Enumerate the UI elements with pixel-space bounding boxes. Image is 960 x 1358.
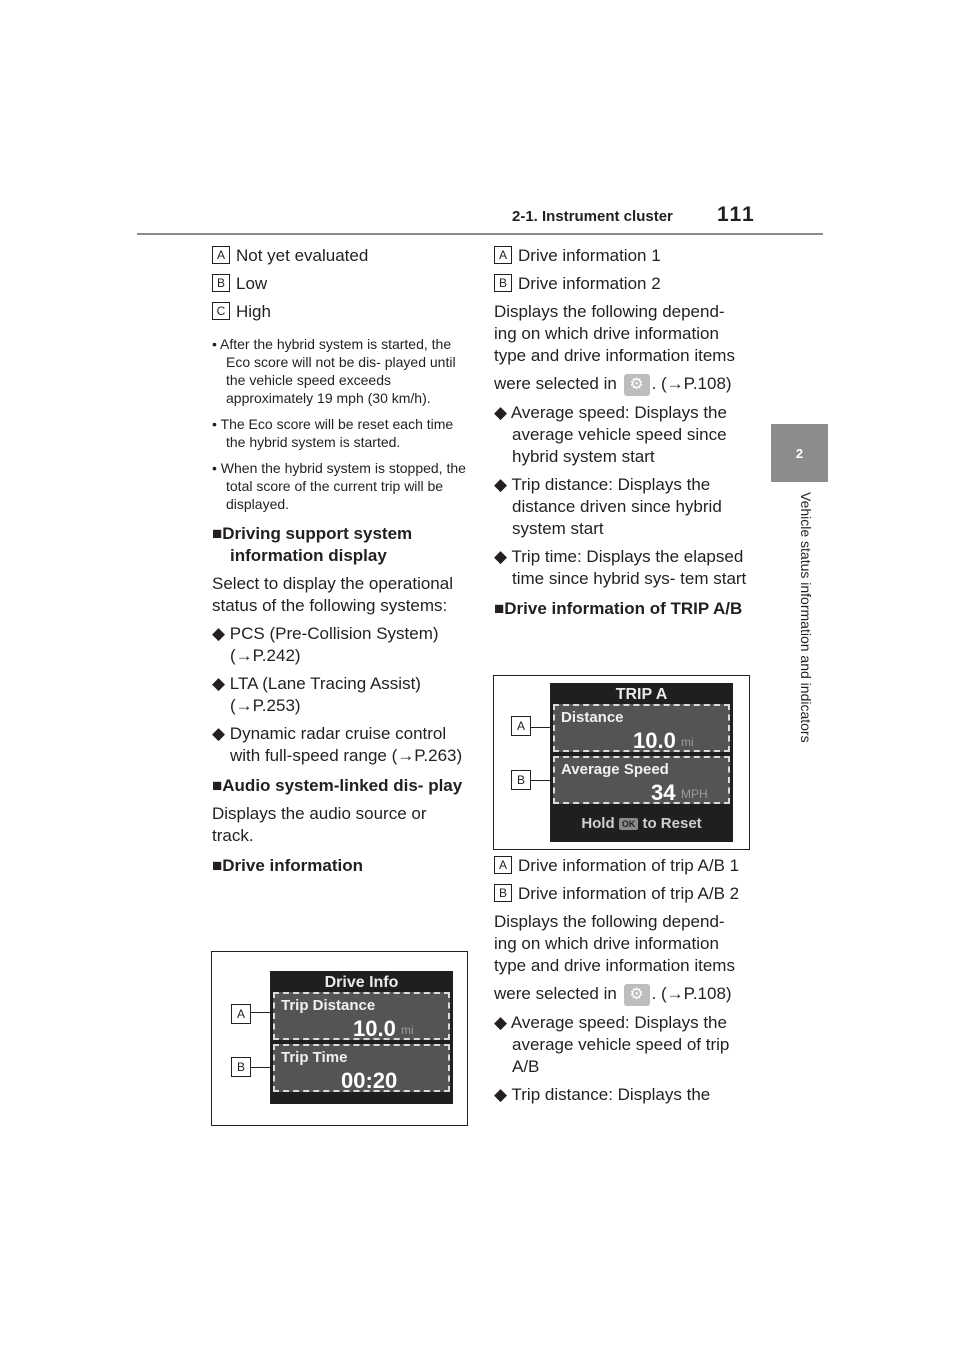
callout-a: A (231, 1004, 251, 1024)
panel-label: Average Speed (561, 761, 669, 778)
bullet-text: Trip distance: Displays the (511, 1084, 711, 1104)
eval-text: High (236, 302, 271, 321)
item-text: Drive information of trip A/B 2 (518, 884, 740, 903)
eval-text: Not yet evaluated (236, 246, 369, 265)
heading-drive-info: ■Drive information (212, 856, 364, 875)
marker-b: B (212, 274, 230, 292)
bullet-trip-time: ◆ Trip time: Displays the elapsed time since hybrid sys- tem start (494, 546, 747, 588)
desc-selected (494, 373, 749, 396)
callout-b: B (231, 1057, 251, 1077)
panel-value: 10.0 (353, 1016, 396, 1041)
bullet-trip-distance-trip: ◆ Trip distance: Displays the (494, 1084, 711, 1104)
drive-info-item-a (494, 245, 749, 273)
callout-b: B (511, 770, 531, 790)
trip-a-figure (493, 675, 750, 850)
leader-line (531, 727, 553, 728)
reset-hint-text: Hold (581, 815, 615, 832)
desc2-line: type and drive information items (494, 956, 735, 975)
marker-a: A (494, 246, 512, 264)
eval-text: Low (236, 274, 268, 293)
leader-line (251, 1012, 273, 1013)
chapter-label: Vehicle status information and indicators (798, 492, 814, 743)
panel-unit: mi (401, 1023, 414, 1037)
panel-value: 34 (651, 780, 676, 805)
desc2-selected (494, 983, 749, 1006)
desc2-line: ing on which drive information (494, 934, 719, 953)
average-speed-panel (553, 756, 730, 804)
desc-text: were selected in (494, 984, 617, 1003)
marker-a: A (212, 246, 230, 264)
desc-line: ing on which drive information (494, 324, 719, 343)
trip-a-screen (550, 683, 733, 842)
bullet-text: Average speed: Displays the average vehicle speed of trip A/B (510, 1012, 730, 1076)
heading-audio: ■Audio system-linked dis- play (212, 776, 463, 795)
right-column-top (494, 245, 749, 620)
bullet-text: Average speed: Displays the average vehicle speed since hybrid system start (510, 402, 727, 466)
bullet-text: Trip time: Displays the elapsed time since hybrid sys- tem start (511, 546, 747, 588)
settings-gear-icon: ⚙ (624, 984, 650, 1006)
trip-time-panel (273, 1044, 450, 1092)
marker-a: A (494, 856, 512, 874)
bullet-average-speed: ◆ Average speed: Displays the average vehicle speed since hybrid system start (494, 402, 727, 466)
reset-hint-text: to Reset (642, 815, 702, 832)
eval-item-c (212, 301, 467, 329)
callout-a: A (511, 716, 531, 736)
drive-info-item-b (494, 273, 749, 301)
desc-line: Displays the following depend- (494, 302, 725, 321)
left-column (212, 245, 467, 877)
note-2: • The Eco score will be reset each time the hybrid system is started. (212, 416, 454, 450)
screen-title: TRIP A (615, 686, 668, 703)
trip-item-a (494, 855, 749, 883)
bullet-pcs: ◆ PCS (Pre-Collision System) (→P.242) (212, 624, 439, 665)
chapter-tab (771, 424, 828, 482)
bullet-text: LTA (Lane Tracing Assist) (→P.253) (229, 674, 421, 715)
eval-item-a (212, 245, 467, 273)
desc-text: were selected in (494, 374, 617, 393)
distance-panel (553, 704, 730, 752)
ok-button-icon: OK (619, 818, 639, 830)
drive-info-screen (270, 971, 453, 1104)
page-number: 111 (717, 203, 756, 226)
trip-distance-panel (273, 992, 450, 1040)
note-3: • When the hybrid system is stopped, the total score of the current trip will be displayed. (212, 460, 466, 512)
driving-support-intro: Select to display the operational status of the following systems: (212, 574, 453, 615)
right-column-bottom (494, 855, 749, 1106)
bullet-average-speed-trip: ◆ Average speed: Displays the average vehicle speed of trip A/B (494, 1012, 730, 1076)
drive-info-figure (211, 951, 468, 1126)
section-title: 2-1. Instrument cluster (512, 208, 673, 225)
settings-gear-icon: ⚙ (624, 374, 650, 396)
panel-value: 10.0 (633, 728, 676, 753)
bullet-text: PCS (Pre-Collision System) (→P.242) (229, 624, 439, 665)
bullet-text: Trip distance: Displays the distance driven since hybrid system start (511, 474, 722, 538)
marker-b: B (494, 274, 512, 292)
bullet-radar-cruise: ◆ Dynamic radar cruise control with full-speed range (→P.263) (212, 724, 463, 765)
bullet-trip-distance: ◆ Trip distance: Displays the distance driven since hybrid system start (494, 474, 722, 538)
panel-label: Trip Distance (281, 997, 376, 1014)
desc-text: . (→P.108) (651, 374, 732, 393)
desc2-line: Displays the following depend- (494, 912, 725, 931)
chapter-number: 2 (795, 445, 804, 461)
leader-line (251, 1067, 273, 1068)
reset-hint (550, 815, 733, 832)
note-1: • After the hybrid system is started, the Eco score will not be dis- played until the vehicle speed exceeds approximately 19 mph (30 km/h). (212, 336, 456, 406)
bullet-lta: ◆ LTA (Lane Tracing Assist) (→P.253) (212, 674, 421, 715)
leader-line (531, 780, 553, 781)
eval-item-b (212, 273, 467, 301)
desc-line: type and drive information items (494, 346, 735, 365)
marker-c: C (212, 302, 230, 320)
panel-unit: MPH (681, 787, 708, 801)
heading-trip-ab: ■Drive information of TRIP A/B (494, 598, 743, 618)
heading-driving-support: ■Driving support system information display (212, 524, 413, 565)
screen-title: Drive Info (324, 974, 399, 991)
panel-unit: mi (681, 735, 694, 749)
panel-label: Distance (561, 709, 624, 726)
item-text: Drive information 2 (518, 274, 661, 293)
marker-b: B (494, 884, 512, 902)
trip-item-b (494, 883, 749, 911)
panel-value: 00:20 (341, 1068, 398, 1093)
bullet-text: Dynamic radar cruise control with full-speed range (→P.263) (229, 724, 463, 765)
audio-text: Displays the audio source or track. (212, 804, 427, 845)
desc-text: . (→P.108) (651, 984, 732, 1003)
header-rule (137, 233, 823, 235)
panel-label: Trip Time (281, 1049, 348, 1066)
item-text: Drive information 1 (518, 246, 661, 265)
item-text: Drive information of trip A/B 1 (518, 856, 740, 875)
